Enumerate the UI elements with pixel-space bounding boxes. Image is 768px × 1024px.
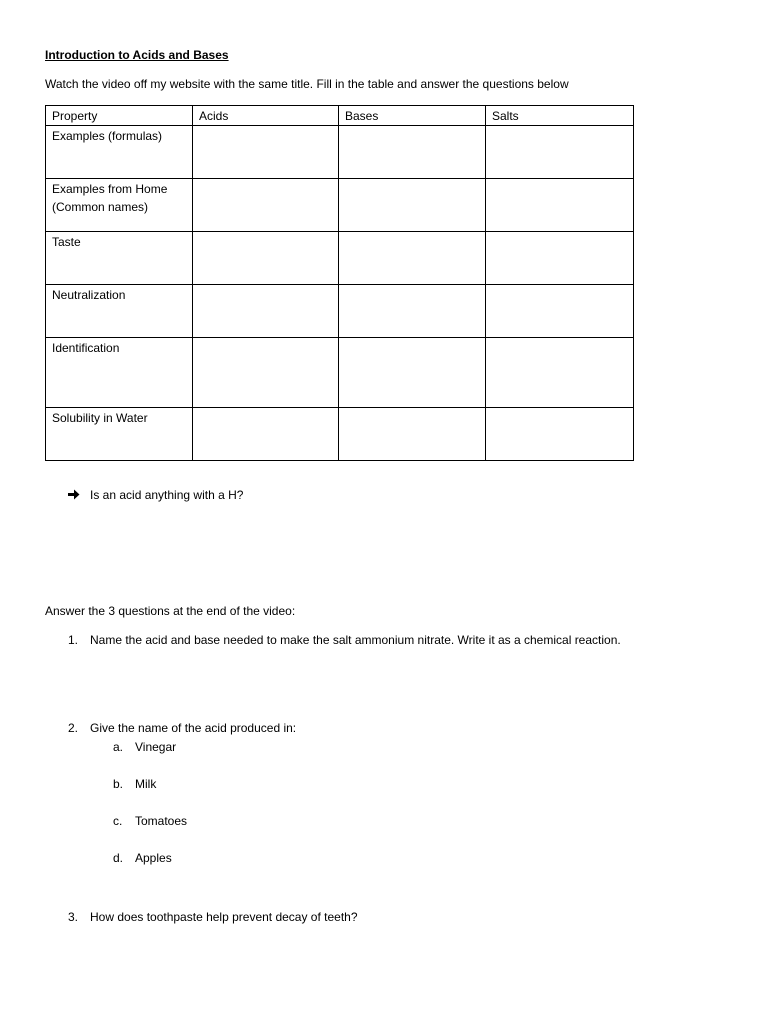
- properties-table: [45, 105, 634, 461]
- answer-cell-acids[interactable]: [193, 179, 339, 232]
- answer-cell-acids[interactable]: [193, 126, 339, 179]
- subitem-text: Milk: [135, 777, 157, 791]
- subitem-letter: c.: [113, 814, 123, 828]
- header-salts: Salts: [486, 106, 634, 126]
- question-2: [68, 721, 296, 735]
- page-title: Introduction to Acids and Bases: [45, 48, 229, 62]
- subitem-tomatoes: [113, 814, 187, 828]
- subitem-text: Tomatoes: [135, 814, 188, 828]
- table-row: [46, 179, 634, 232]
- answer-cell-bases[interactable]: [339, 338, 486, 408]
- instructions-text: Watch the video off my website with the same title. Fill in the table and answer the questions below: [45, 77, 569, 91]
- question-number: 1.: [68, 633, 79, 647]
- table-row: [46, 126, 634, 179]
- row-label-taste: Taste: [46, 232, 193, 285]
- answer-cell-acids[interactable]: [193, 232, 339, 285]
- table-header-row: [46, 106, 634, 126]
- question-1: [68, 633, 621, 647]
- bullet-question: [68, 488, 243, 502]
- answer-cell-salts[interactable]: [486, 338, 634, 408]
- question-text: Give the name of the acid produced in:: [90, 721, 297, 735]
- answer-cell-salts[interactable]: [486, 179, 634, 232]
- table-row: [46, 338, 634, 408]
- subitem-milk: [113, 777, 156, 791]
- subitem-letter: b.: [113, 777, 124, 791]
- header-bases: Bases: [339, 106, 486, 126]
- answer-cell-bases[interactable]: [339, 232, 486, 285]
- answer-cell-salts[interactable]: [486, 285, 634, 338]
- answer-cell-salts[interactable]: [486, 126, 634, 179]
- question-number: 3.: [68, 910, 79, 924]
- answer-cell-salts[interactable]: [486, 232, 634, 285]
- answer-cell-acids[interactable]: [193, 408, 339, 461]
- subitem-letter: a.: [113, 740, 124, 754]
- answer-cell-bases[interactable]: [339, 408, 486, 461]
- answer-cell-bases[interactable]: [339, 126, 486, 179]
- subitem-text: Apples: [135, 851, 172, 865]
- subitem-vinegar: [113, 740, 176, 754]
- answer-cell-bases[interactable]: [339, 285, 486, 338]
- answer-cell-acids[interactable]: [193, 338, 339, 408]
- question-text: How does toothpaste help prevent decay of teeth?: [90, 910, 358, 924]
- question-3: [68, 910, 358, 924]
- table-row: [46, 285, 634, 338]
- subitem-apples: [113, 851, 172, 865]
- answer-instructions: Answer the 3 questions at the end of the video:: [45, 604, 296, 618]
- arrow-right-icon: [68, 488, 90, 502]
- row-label-examples-formulas: Examples (formulas): [46, 126, 193, 179]
- table-row: [46, 232, 634, 285]
- row-label-neutralization: Neutralization: [46, 285, 193, 338]
- answer-cell-acids[interactable]: [193, 285, 339, 338]
- question-number: 2.: [68, 721, 79, 735]
- answer-cell-bases[interactable]: [339, 179, 486, 232]
- answer-cell-salts[interactable]: [486, 408, 634, 461]
- subitem-letter: d.: [113, 851, 124, 865]
- row-label-solubility: Solubility in Water: [46, 408, 193, 461]
- header-acids: Acids: [193, 106, 339, 126]
- row-label-identification: Identification: [46, 338, 193, 408]
- header-property: Property: [46, 106, 193, 126]
- subitem-text: Vinegar: [135, 740, 177, 754]
- row-label-examples-home: Examples from Home (Common names): [46, 179, 193, 232]
- question-text: Name the acid and base needed to make the salt ammonium nitrate. Write it as a chemical reaction.: [90, 633, 621, 647]
- bullet-question-text: Is an acid anything with a H?: [90, 488, 244, 502]
- table-row: [46, 408, 634, 461]
